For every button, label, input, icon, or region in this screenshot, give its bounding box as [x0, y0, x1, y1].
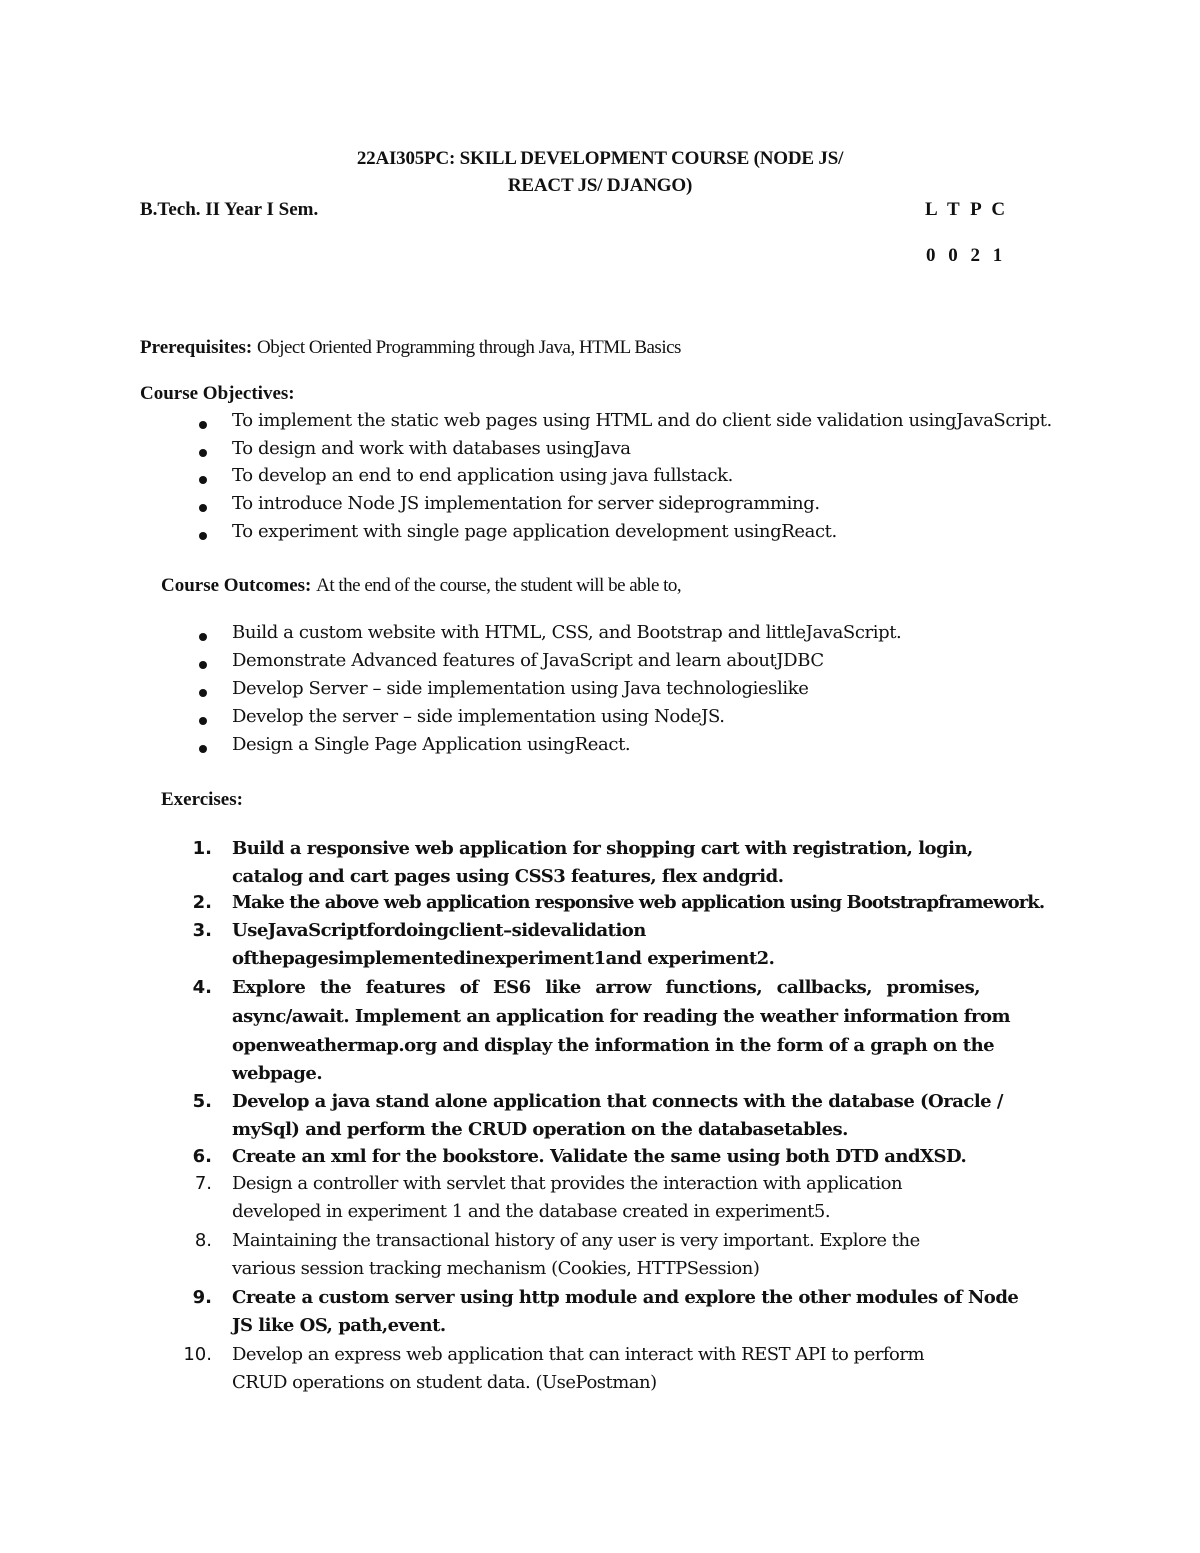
exercise-text: webpage. — [232, 1063, 323, 1084]
exercise-text: developed in experiment 1 and the database created in experiment5. — [232, 1201, 831, 1222]
exercise-text: Make the above web application responsive web application using Bootstrapframework. — [232, 892, 1045, 913]
bullet-icon — [199, 689, 207, 697]
objective-text: To implement the static web pages using HTML and do client side validation usingJavaScript. — [232, 410, 1052, 431]
bullet-icon — [199, 717, 207, 725]
ltpc-label: L T P C — [925, 199, 1009, 220]
semester-label: B.Tech. II Year I Sem. — [140, 199, 319, 220]
exercise-text: Design a controller with servlet that provides the interaction with application — [232, 1173, 903, 1194]
bullet-icon — [199, 532, 207, 540]
ltpc-values: 0 0 2 1 — [926, 245, 1007, 266]
exercise-text: Create an xml for the bookstore. Validate the same using both DTD andXSD. — [232, 1146, 967, 1167]
exercise-number: 6. — [192, 1146, 212, 1167]
exercise-number: 9. — [192, 1287, 212, 1308]
exercise-text: Build a responsive web application for shopping cart with registration, login, — [232, 838, 973, 859]
outcome-text: Design a Single Page Application usingReact. — [232, 734, 631, 755]
bullet-icon — [199, 661, 207, 669]
prerequisites — [140, 337, 681, 359]
exercise-text: ofthepagesimplementedinexperiment1and experiment2. — [232, 948, 775, 969]
objectives-label: Course Objectives: — [140, 383, 295, 404]
prerequisites-text: Object Oriented Programming through Java, HTML Basics — [256, 337, 681, 358]
exercises-label: Exercises: — [161, 789, 243, 810]
objective-text: To introduce Node JS implementation for server sideprogramming. — [232, 493, 820, 514]
exercise-number: 5. — [192, 1091, 212, 1112]
exercise-text: Explore the features of ES6 like arrow functions, callbacks, promises, — [232, 977, 980, 998]
exercise-number: 2. — [192, 892, 212, 913]
objective-text: To develop an end to end application using java fullstack. — [232, 465, 733, 486]
outcomes-heading — [161, 575, 681, 597]
exercise-number: 1. — [192, 838, 212, 859]
exercise-number: 4. — [192, 977, 212, 998]
exercise-text: UseJavaScriptfordoingclient–sidevalidation — [232, 920, 646, 941]
objective-text: To experiment with single page application development usingReact. — [232, 521, 837, 542]
objective-text: To design and work with databases usingJava — [232, 438, 631, 459]
outcome-text: Build a custom website with HTML, CSS, and Bootstrap and littleJavaScript. — [232, 622, 902, 643]
exercise-text: async/await. Implement an application for reading the weather information from — [232, 1006, 1011, 1027]
outcome-text: Develop Server – side implementation using Java technologieslike — [232, 678, 809, 699]
course-title-line1: 22AI305PC: SKILL DEVELOPMENT COURSE (NODE JS/ — [356, 148, 844, 169]
exercise-number: 7. — [194, 1173, 212, 1194]
exercise-text: mySql) and perform the CRUD operation on the databasetables. — [232, 1119, 848, 1140]
exercise-text: Create a custom server using http module and explore the other modules of Node — [232, 1287, 1019, 1308]
exercise-text: Develop an express web application that can interact with REST API to perform — [232, 1344, 925, 1365]
bullet-icon — [199, 633, 207, 641]
bullet-icon — [199, 745, 207, 753]
exercise-text: JS like OS, path,event. — [232, 1315, 446, 1336]
exercise-number: 8. — [194, 1230, 212, 1251]
outcome-text: Develop the server – side implementation using NodeJS. — [232, 706, 725, 727]
exercise-text: various session tracking mechanism (Cookies, HTTPSession) — [232, 1258, 760, 1279]
course-title-line2: REACT JS/ DJANGO) — [507, 175, 693, 196]
bullet-icon — [199, 449, 207, 457]
bullet-icon — [199, 504, 207, 512]
exercise-number: 3. — [192, 920, 212, 941]
exercise-text: Maintaining the transactional history of any user is very important. Explore the — [232, 1230, 920, 1251]
exercise-text: catalog and cart pages using CSS3 features, flex andgrid. — [232, 866, 784, 887]
exercise-text: Develop a java stand alone application that connects with the database (Oracle / — [232, 1091, 1003, 1112]
bullet-icon — [199, 476, 207, 484]
outcome-text: Demonstrate Advanced features of JavaScript and learn aboutJDBC — [232, 650, 824, 671]
outcomes-label: Course Outcomes: — [161, 575, 312, 596]
exercise-text: openweathermap.org and display the information in the form of a graph on the — [232, 1035, 995, 1056]
bullet-icon — [199, 421, 207, 429]
exercise-text: CRUD operations on student data. (UsePostman) — [232, 1372, 657, 1393]
outcomes-intro: At the end of the course, the student will be able to, — [316, 575, 682, 596]
prerequisites-label: Prerequisites: — [140, 337, 253, 358]
exercise-number: 10. — [183, 1344, 212, 1365]
